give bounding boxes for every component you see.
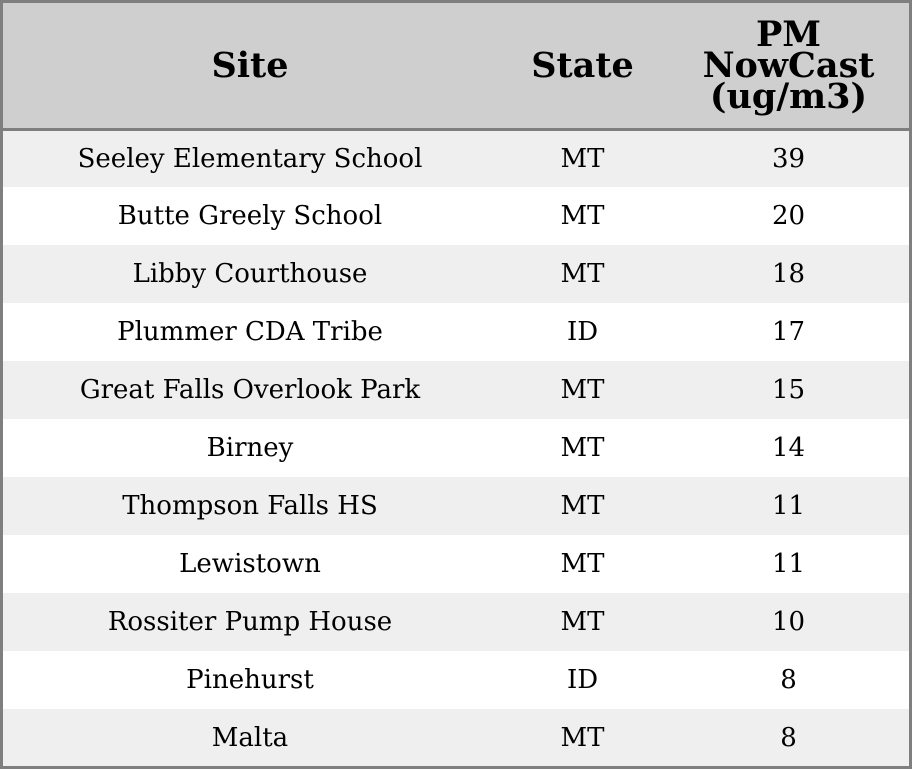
cell-state: ID (566, 665, 599, 695)
table-row (3, 303, 909, 361)
table-row (3, 477, 909, 535)
table-row (3, 245, 909, 303)
cell-site: Libby Courthouse (132, 259, 368, 289)
table-row (3, 535, 909, 593)
cell-state: MT (560, 375, 605, 405)
cell-pm-nowcast: 11 (771, 549, 806, 579)
cell-site: Pinehurst (186, 665, 314, 695)
cell-site: Great Falls Overlook Park (79, 375, 421, 405)
cell-pm-nowcast: 20 (771, 201, 806, 231)
cell-site: Butte Greely School (117, 201, 383, 231)
cell-site: Birney (206, 433, 294, 463)
cell-site: Malta (211, 723, 289, 753)
table-body (3, 129, 909, 767)
column-header-state: State (497, 3, 668, 129)
cell-state: MT (560, 259, 605, 289)
cell-pm-nowcast: 39 (771, 143, 806, 174)
cell-pm-nowcast: 15 (771, 375, 806, 405)
cell-state: MT (560, 143, 605, 174)
cell-state: ID (566, 317, 599, 347)
cell-pm-nowcast: 8 (780, 665, 797, 695)
cell-state: MT (560, 549, 605, 579)
table-header (3, 3, 909, 129)
cell-site: Rossiter Pump House (107, 607, 393, 637)
cell-pm-nowcast: 17 (771, 317, 806, 347)
cell-pm-nowcast: 10 (771, 607, 806, 637)
column-header-site: Site (3, 3, 497, 129)
cell-pm-nowcast: 8 (780, 723, 797, 753)
cell-site: Seeley Elementary School (77, 143, 423, 174)
table-row (3, 187, 909, 245)
cell-state: MT (560, 723, 605, 753)
pm-nowcast-table (3, 3, 909, 767)
table-row (3, 651, 909, 709)
table-row (3, 419, 909, 477)
cell-state: MT (560, 433, 605, 463)
cell-site: Lewistown (179, 549, 321, 579)
cell-pm-nowcast: 11 (771, 491, 806, 521)
cell-site: Plummer CDA Tribe (117, 317, 383, 347)
cell-state: MT (560, 491, 605, 521)
cell-site: Thompson Falls HS (122, 491, 378, 521)
table-row (3, 129, 909, 187)
cell-pm-nowcast: 18 (771, 259, 806, 289)
table-row (3, 593, 909, 651)
column-header-pm-nowcast: PM NowCast (ug/m3) (668, 3, 909, 129)
cell-pm-nowcast: 14 (771, 433, 806, 463)
cell-state: MT (560, 607, 605, 637)
table-row (3, 709, 909, 767)
header-row (3, 3, 909, 129)
table-row (3, 361, 909, 419)
cell-state: MT (560, 201, 605, 231)
